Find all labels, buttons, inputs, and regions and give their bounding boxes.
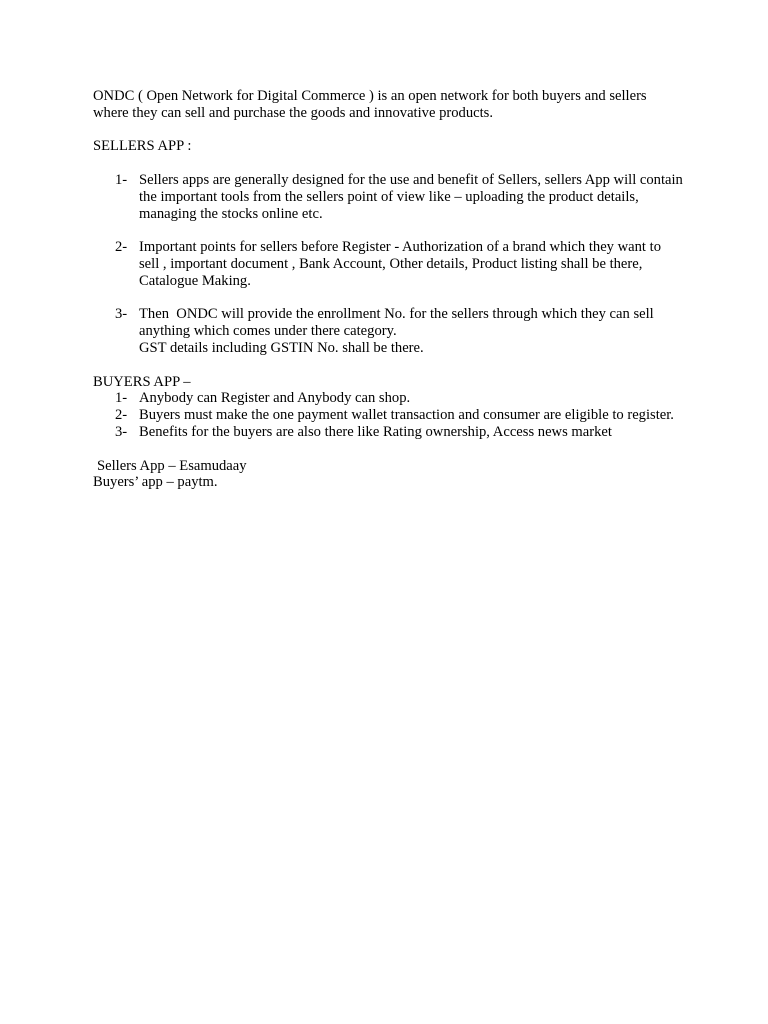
list-item-text: Buyers must make the one payment wallet transaction and consumer are eligible to register. (139, 407, 674, 424)
spacer (93, 290, 683, 307)
intro-paragraph: ONDC ( Open Network for Digital Commerce ) is an open network for both buyers and sellers where they can sell and purchase the goods and innovative products. (93, 88, 647, 121)
spacer (93, 441, 683, 458)
document-body (93, 88, 683, 491)
spacer (93, 155, 683, 172)
list-number: 2- (115, 407, 128, 424)
buyers-heading: BUYERS APP – (93, 373, 191, 390)
list-item-text: Then ONDC will provide the enrollment No. for the sellers through which they can sell anything which comes under there category. (139, 306, 658, 340)
list-item-text: Benefits for the buyers are also there like Rating ownership, Access news market (139, 423, 612, 440)
list-number: 2- (115, 239, 128, 256)
list-number: 1- (115, 171, 128, 188)
sellers-heading: SELLERS APP : (93, 138, 192, 155)
spacer (93, 357, 683, 374)
spacer (93, 222, 683, 239)
buyers-list-item-2 (93, 407, 683, 424)
list-item-text: Important points for sellers before Register - Authorization of a brand which they want to sell , important document , Bank Account, Other details, Product listing shall be there, Catalogue Making. (139, 239, 661, 289)
buyers-list-item-3 (93, 424, 683, 441)
spacer (93, 122, 683, 139)
sellers-list-item-3-extra: GST details including GSTIN No. shall be there. (139, 339, 424, 356)
list-number: 3- (115, 306, 128, 323)
buyers-list-item-1 (93, 390, 683, 407)
sellers-app-example: Sellers App – Esamudaay (97, 457, 247, 474)
buyers-app-example: Buyers’ app – paytm. (93, 474, 218, 491)
sellers-list-item-2 (93, 239, 683, 289)
list-number: 3- (115, 423, 128, 440)
sellers-list-item-1 (93, 172, 683, 222)
sellers-list-item-3 (93, 306, 683, 340)
list-number: 1- (115, 390, 128, 407)
list-item-text: Anybody can Register and Anybody can shop. (139, 390, 411, 407)
list-item-text: Sellers apps are generally designed for the use and benefit of Sellers, sellers App will contain the important tools from the sellers point of view like – uploading the product details, managing the stocks online etc. (139, 171, 683, 222)
